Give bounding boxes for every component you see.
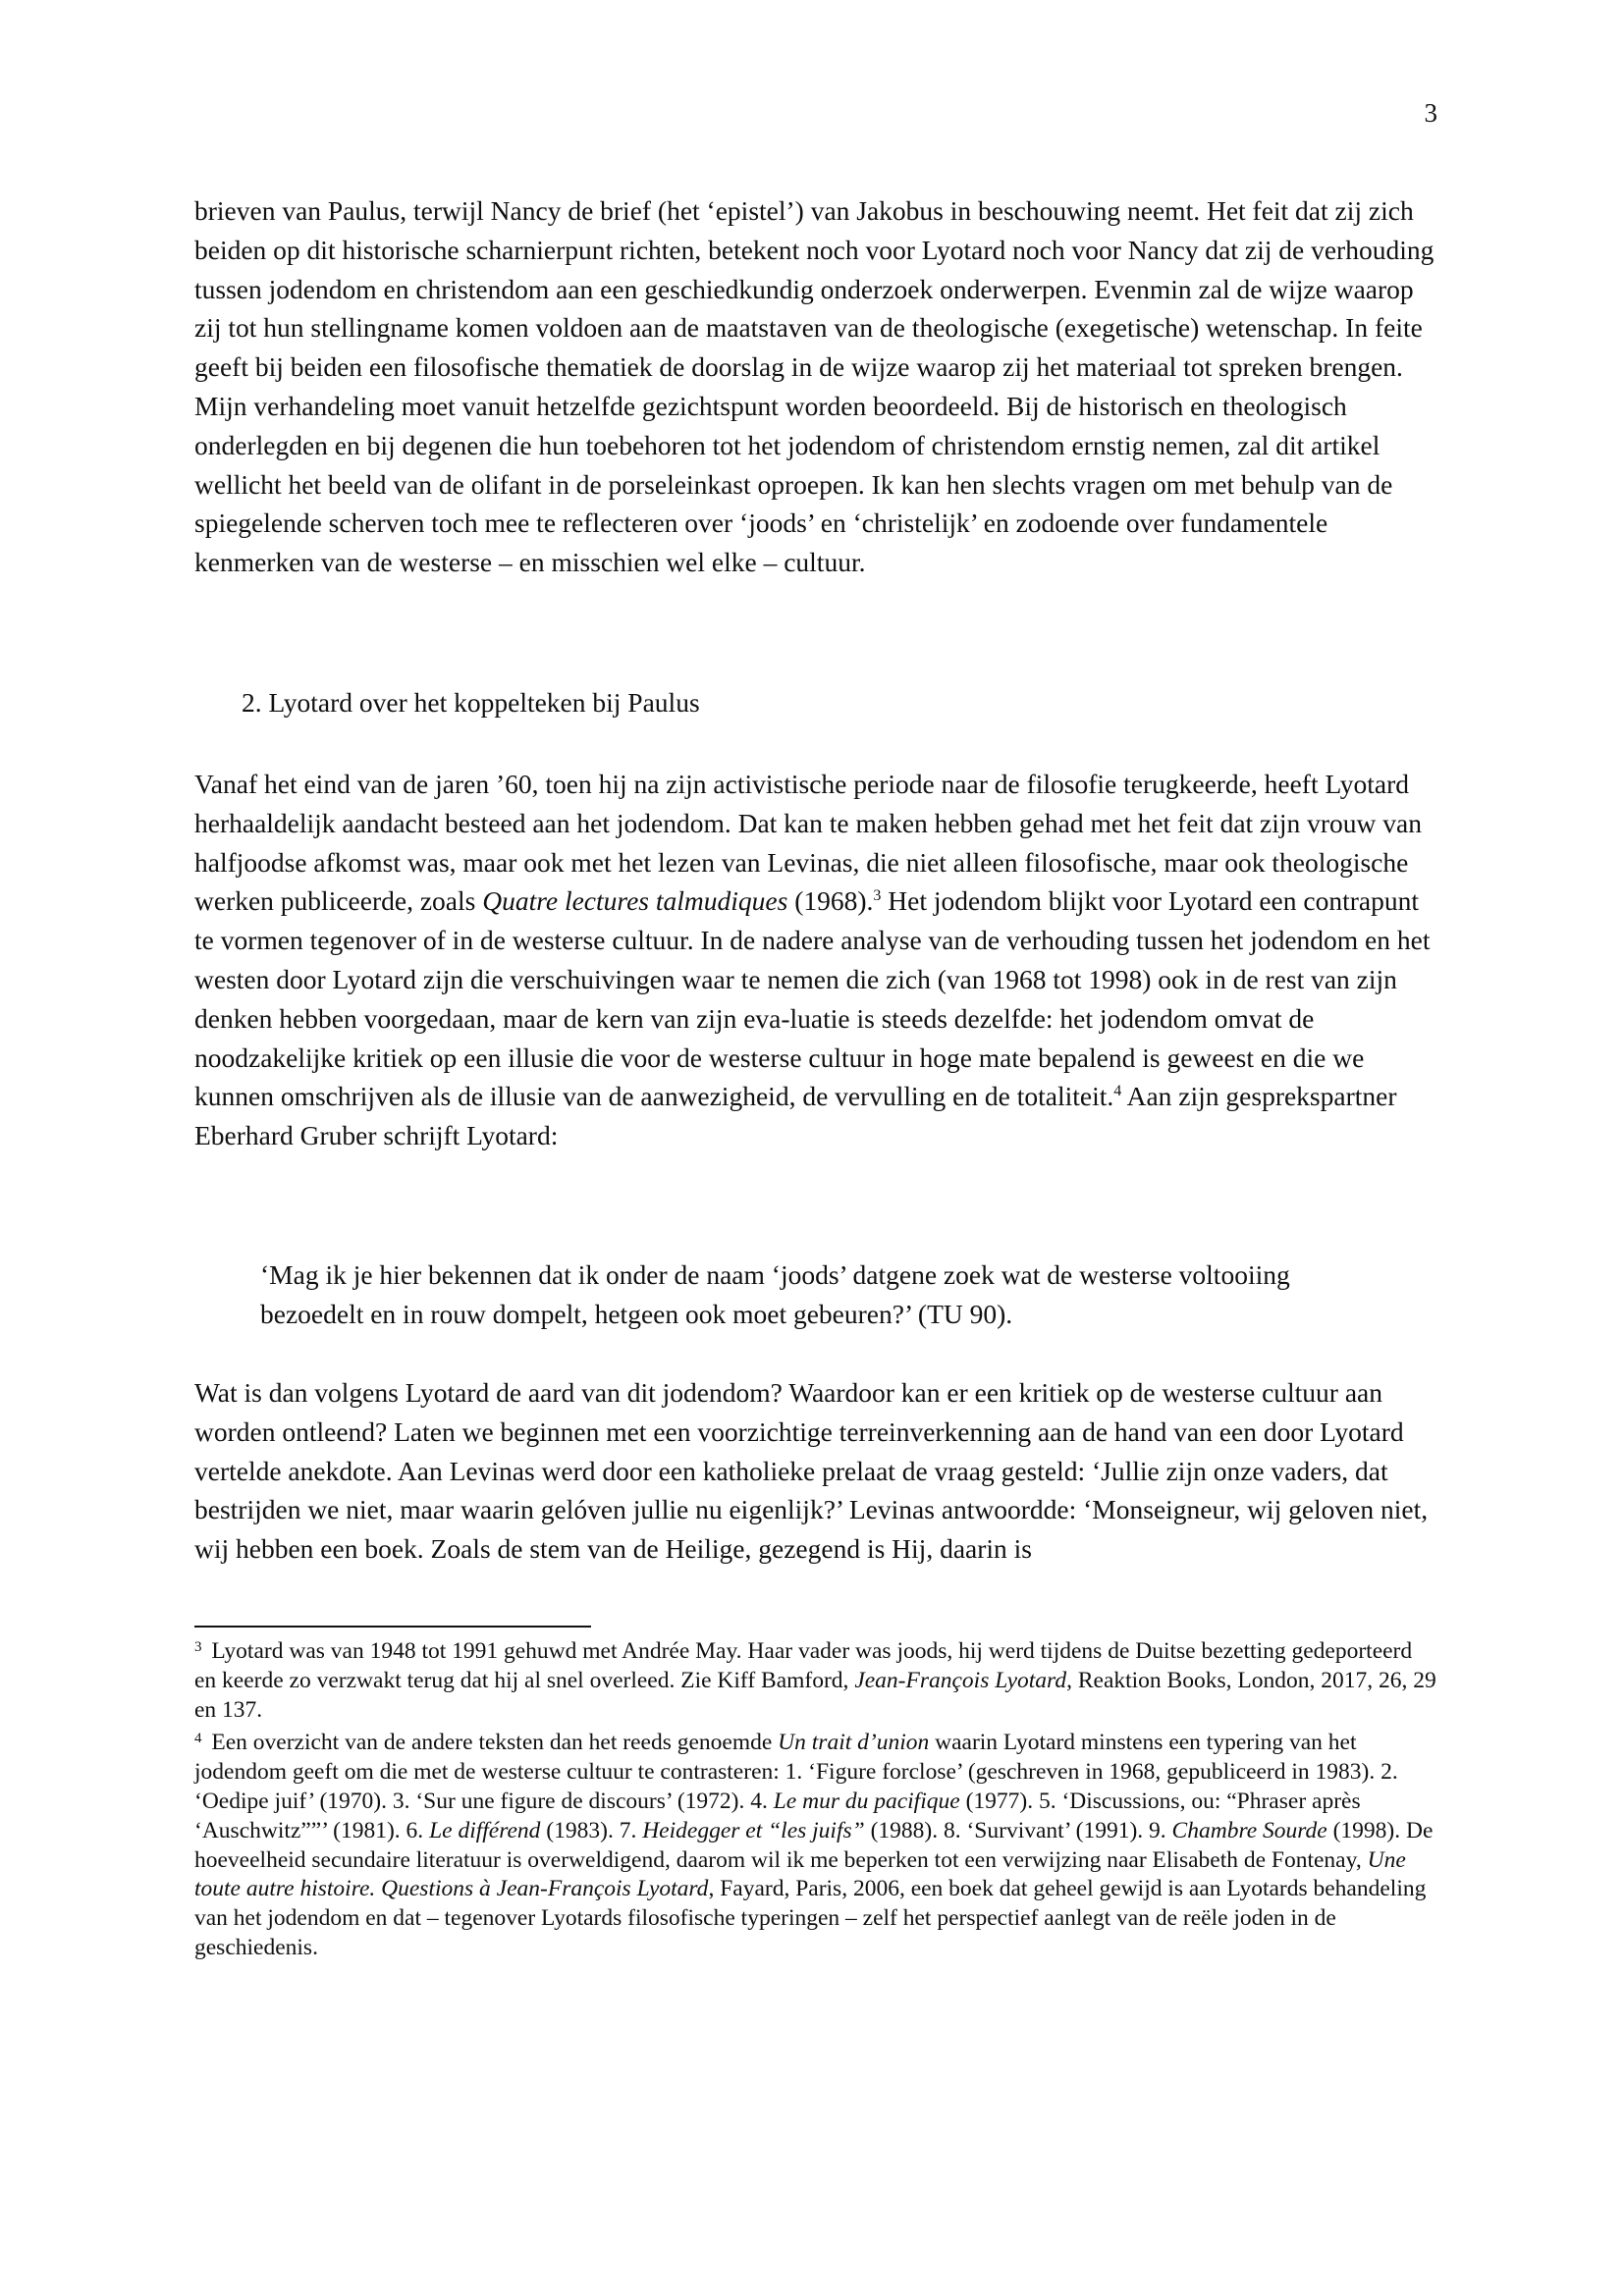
text-run: (1977). 5. ‘Discussions, ou: “Phraser après ‘Auschwitz””’ (1981). 6. xyxy=(194,1788,1361,1843)
text-run: (1983). 7. xyxy=(540,1817,643,1843)
text-run: , Reaktion Books, London, 2017, 26, 29 en 137. xyxy=(194,1667,1436,1723)
book-title: Une toute autre histoire. Questions à Jean-François Lyotard xyxy=(194,1846,1406,1902)
text-run: waarin Lyotard minstens een typering van het jodendom geeft om die met de westerse cultuur te contrasteren: 1. ‘Figure forclose’ (geschreven in 1968, gepubliceerd in 1983). 2. ‘Oedipe juif’ (1970). 3. ‘Sur une figure de discours’ (1972). 4. xyxy=(194,1730,1398,1814)
text-run: (1988). 8. ‘Survivant’ (1991). 9. xyxy=(864,1817,1172,1843)
book-title: Le différend xyxy=(429,1817,541,1843)
footnotes xyxy=(194,1633,1439,1963)
text-run: , Fayard, Paris, 2006, een boek dat geheel gewijd is aan Lyotards behandeling van het jodendom en dat – tegenover Lyotards filosofische typeringen – zelf het perspectief aanlegt van de reële joden in de geschiedenis. xyxy=(194,1876,1427,1960)
paragraph-intro: brieven van Paulus, terwijl Nancy de brief (het ‘epistel’) van Jakobus in beschouwing neemt. Het feit dat zij zich beiden op dit historische scharnierpunt richten, betekent noch voor Lyotard noch voor Nancy dat zij de verhouding tussen jodendom en christendom aan een geschiedkundig onderzoek onderwerpen. Evenmin zal de wijze waarop zij tot hun stellingname komen voldoen aan de maatstaven van de theologische (exegetische) wetenschap. In feite geeft bij beiden een filosofische thematiek de doorslag in de wijze waarop zij het materiaal tot spreken brengen. Mijn verhandeling moet vanuit hetzelfde gezichtspunt worden beoordeeld. Bij de historisch en theologisch onderlegden en bij degenen die hun toebehoren tot het jodendom of christendom ernstig nemen, zal dit artikel wellicht het beeld van de olifant in de porseleinkast oproepen. Ik kan hen slechts vragen om met behulp van de spiegelende scherven toch mee te reflecteren over ‘joods’ en ‘christelijk’ en zodoende over fundamentele kenmerken van de westerse – en misschien wel elke – cultuur. xyxy=(194,195,1435,578)
paragraph-lyotard-judaism xyxy=(194,765,1439,1155)
text-run: Lyotard was van 1948 tot 1991 gehuwd met Andrée May. Haar vader was joods, hij werd tijdens de Duitse bezetting gedeporteerd en keerde zo verzwakt terug dat hij al snel overleed. Zie Kiff Bamford, xyxy=(194,1638,1413,1693)
book-title: Quatre lectures talmudiques xyxy=(482,885,788,917)
footnote-separator xyxy=(194,1626,591,1628)
footnote-4 xyxy=(194,1725,1439,1962)
text-run: Aan zijn gesprekspartner Eberhard Gruber schrijft Lyotard: xyxy=(194,1081,1397,1151)
text-run: Het jodendom blijkt voor Lyotard een contrapunt te vormen tegenover of in de westerse cultuur. In de nadere analyse van de verhouding tussen het jodendom en het westen door Lyotard zijn die verschuivingen waar te nemen die zich (van 1968 tot 1998) ook in de rest van zijn denken hebben voorgedaan, maar de kern van zijn eva-luatie is steeds dezelfde: het jodendom omvat de noodzakelijke kritiek op een illusie die voor de westerse cultuur in hoge mate bepalend is geweest en die we kunnen omschrijven als de illusie van de aanwezigheid, de vervulling en de totaliteit. xyxy=(194,885,1431,1112)
footnote-number: 4 xyxy=(194,1731,202,1747)
footnote-number: 3 xyxy=(194,1639,202,1655)
text-run: Een overzicht van de andere teksten dan het reeds genoemde xyxy=(205,1730,779,1756)
text-run: Vanaf het eind van de jaren ’60, toen hij na zijn activistische periode naar de filosofie terugkeerde, heeft Lyotard herhaaldelijk aandacht besteed aan het jodendom. Dat kan te maken hebben gehad met het feit dat zijn vrouw van halfjoodse afkomst was, maar ook met het lezen van Levinas, die niet alleen filosofische, maar ook theologische werken publiceerde, zoals xyxy=(194,769,1423,917)
footnote-3 xyxy=(194,1633,1439,1725)
footnote-ref: 3 xyxy=(873,887,882,905)
paragraph-anecdote: Wat is dan volgens Lyotard de aard van dit jodendom? Waardoor kan er een kritiek op de westerse cultuur aan worden ontleend? Laten we beginnen met een voorzichtige terreinverkenning aan de hand van een door Lyotard vertelde anekdote. Aan Levinas werd door een katholieke prelaat de vraag gesteld: ‘Jullie zijn onze vaders, dat bestrijden we niet, maar waarin gelóven jullie nu eigenlijk?’ Levinas antwoordde: ‘Monseigneur, wij geloven niet, wij hebben een boek. Zoals de stem van de Heilige, gezegend is Hij, daarin is xyxy=(194,1377,1429,1565)
block-quote: ‘Mag ik je hier bekennen dat ik onder de naam ‘joods’ datgene zoek wat de westerse voltooiing bezoedelt en in rouw dompelt, hetgeen ook moet gebeuren?’ (TU 90). xyxy=(260,1259,1290,1329)
book-title: Chambre Sourde xyxy=(1171,1817,1327,1843)
page-number: 3 xyxy=(1424,98,1437,128)
book-title: Jean-François Lyotard xyxy=(854,1667,1067,1693)
text-run: (1998). De hoeveelheid secundaire literatuur is overweldigend, daarom wil ik me beperken tot een verwijzing naar Elisabeth de Fontenay, xyxy=(194,1817,1434,1873)
section-heading: 2. Lyotard over het koppelteken bij Paulus xyxy=(242,687,700,718)
book-title: Un trait d’union xyxy=(778,1730,930,1756)
book-title: Le mur du pacifique xyxy=(773,1788,960,1814)
book-title: Heidegger et “les juifs” xyxy=(642,1817,865,1843)
footnote-ref: 4 xyxy=(1113,1083,1122,1100)
text-run: (1968). xyxy=(787,885,874,917)
